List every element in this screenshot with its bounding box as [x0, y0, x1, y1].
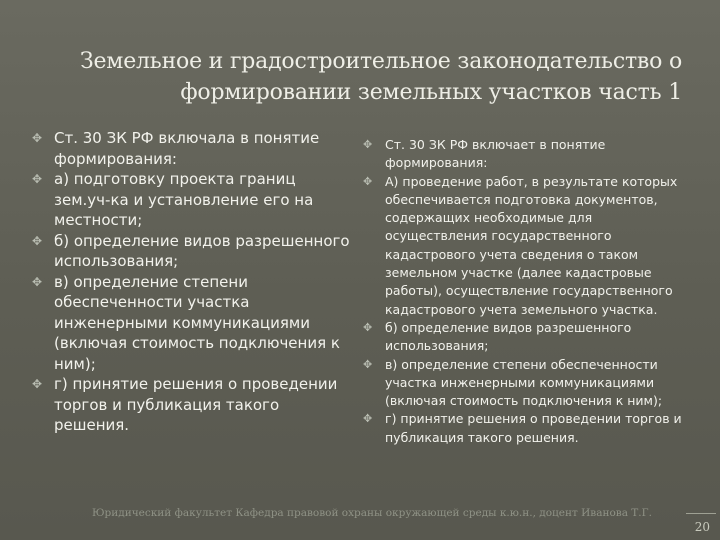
bullet-icon: ✥ — [363, 320, 373, 334]
list-item: ✥ г) принятие решения о проведении торгов и публикация такого решения. — [32, 375, 338, 434]
bullet-icon: ✥ — [32, 377, 43, 391]
list-item: ✥ в) определение степени обеспеченности участка инженерными коммуникациями (включая стоимость подключения к ним); — [32, 272, 340, 373]
list-item: ✥ А) проведение работ, в результате которых обеспечивается подготовка документов, содержащих необходимые для осуществления государственного кадастрового учета сведения о таком земельном участке (далее кадастровые работы), осуществление государственного кадастрового учета земельного участка. — [363, 173, 678, 317]
bullet-icon: ✥ — [32, 274, 43, 289]
list-item: ✥ Ст. 30 ЗК РФ включала в понятие формирования: — [32, 129, 320, 168]
list-item: ✥ Ст. 30 ЗК РФ включает в понятие формирования: — [363, 137, 606, 171]
bullet-icon: ✥ — [32, 131, 43, 145]
list-item: ✥ б) определение видов разрешенного использования; — [32, 231, 350, 270]
bullet-icon: ✥ — [363, 174, 373, 188]
bullet-icon: ✥ — [363, 412, 373, 426]
list-item: ✥ а) подготовку проекта границ зем.уч-ка и установление его на местности; — [32, 170, 314, 229]
list-item: ✥ г) принятие решения о проведении торгов и публикация такого решения. — [363, 411, 682, 445]
page-number: 20 — [694, 520, 710, 534]
bullet-icon: ✥ — [363, 138, 373, 151]
bullet-icon: ✥ — [32, 233, 43, 248]
list-item: ✥ б) определение видов разрешенного использования; — [363, 319, 632, 354]
list-item: ✥ в) определение степени обеспеченности участка инженерными коммуникациями (включая стоимость подключения к ним); — [363, 356, 663, 409]
slide-footer: Юридический факультет Кафедра правовой охраны окружающей среды к.ю.н., доцент Иванова Т.Г. — [92, 507, 652, 519]
left-column — [32, 128, 350, 436]
bullet-icon: ✥ — [363, 357, 373, 371]
right-column — [363, 136, 683, 447]
slide-title: Земельное и градостроительное законодательство о формировании земельных участков часть 1 — [79, 49, 682, 105]
bullet-icon: ✥ — [32, 172, 43, 186]
